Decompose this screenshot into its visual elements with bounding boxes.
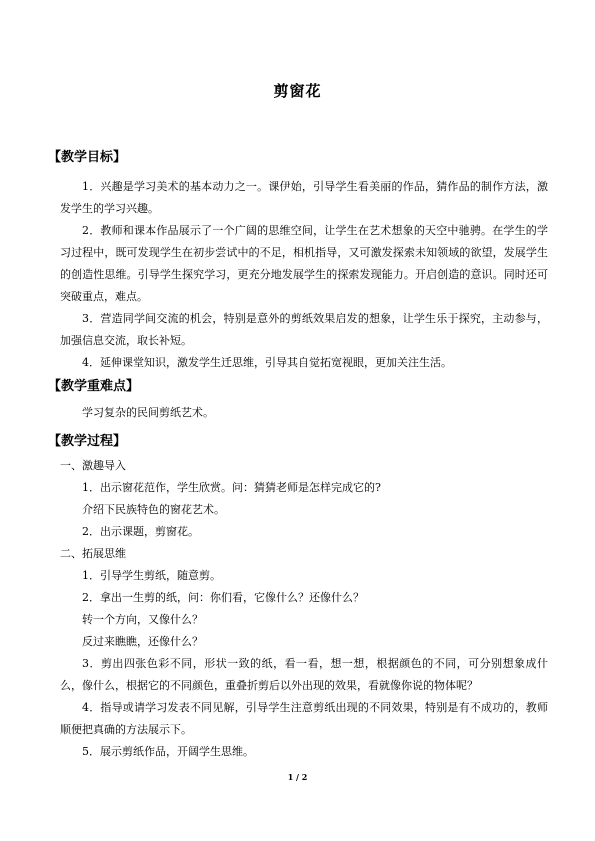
goal-paragraph-1: 1．兴趣是学习美术的基本动力之一。课伊始，引导学生看美丽的作品，猜作品的制作方法，激发学生的学习兴趣。 — [60, 180, 548, 215]
process-part2-item-4: 反过来瞧瞧，还像什么？ — [82, 635, 203, 648]
goal-paragraph-4: 4．延伸课堂知识，激发学生迁思维，引导其自觉拓宽视眼，更加关注生活。 — [82, 356, 452, 369]
section-heading-key-points: 【教学重难点】 — [48, 379, 140, 394]
goal-paragraph-3: 3．营造同学间交流的机会，特别是意外的剪纸效果启发的想象，让学生乐于探究，主动参与，加强信息交流，取长补短。 — [60, 312, 548, 347]
process-part2-paragraph-3: 3．剪出四张色彩不同，形状一致的纸，看一看，想一想，根据颜色的不同，可分别想象成什么，像什么，根据它的不同颜色，重叠折剪后以外出现的效果，看就像你说的物体呢？ — [60, 657, 548, 692]
process-part1-title: 一、激趣导入 — [60, 459, 126, 472]
process-part1-item-2: 介绍下民族特色的窗花艺术。 — [82, 503, 225, 516]
process-part1-item-1: 1．出示窗花范作，学生欣赏。问：猜猜老师是怎样完成它的? — [82, 481, 381, 494]
page-title: 剪窗花 — [273, 82, 322, 100]
page-number: 1 / 2 — [287, 772, 308, 782]
goal-paragraph-2: 2．教师和课本作品展示了一个广阔的思维空间，让学生在艺术想象的天空中驰骋。在学生的学习过程中，既可发现学生在初步尝试中的不足，相机指导，又可激发探索未知领域的欲望，发展学生的创造性思维。引导学生探究学习，更充分地发展学生的探索发现能力。开启创造的意识。同时还可突破重点，难点。 — [60, 224, 548, 303]
process-part1-item-3: 2．出示课题，剪窗花。 — [82, 525, 199, 538]
process-part2-item-5: 5．展示剪纸作品，开阔学生思维。 — [82, 745, 254, 758]
key-points-text: 学习复杂的民间剪纸艺术。 — [82, 406, 214, 419]
process-part2-item-3: 转一个方向，又像什么？ — [82, 613, 203, 626]
process-part2-paragraph-4: 4．指导或请学习发表不同见解，引导学生注意剪纸出现的不同效果，特别是有不成功的，教师顺便把真确的方法展示下。 — [60, 701, 548, 736]
process-part2-item-1: 1．引导学生剪纸，随意剪。 — [82, 569, 221, 582]
process-part2-item-2: 2．拿出一生剪的纸，问：你们看，它像什么？还像什么？ — [82, 591, 364, 604]
section-heading-process: 【教学过程】 — [48, 434, 127, 449]
section-heading-goals: 【教学目标】 — [48, 150, 127, 165]
process-part2-title: 二、拓展思维 — [60, 547, 126, 560]
